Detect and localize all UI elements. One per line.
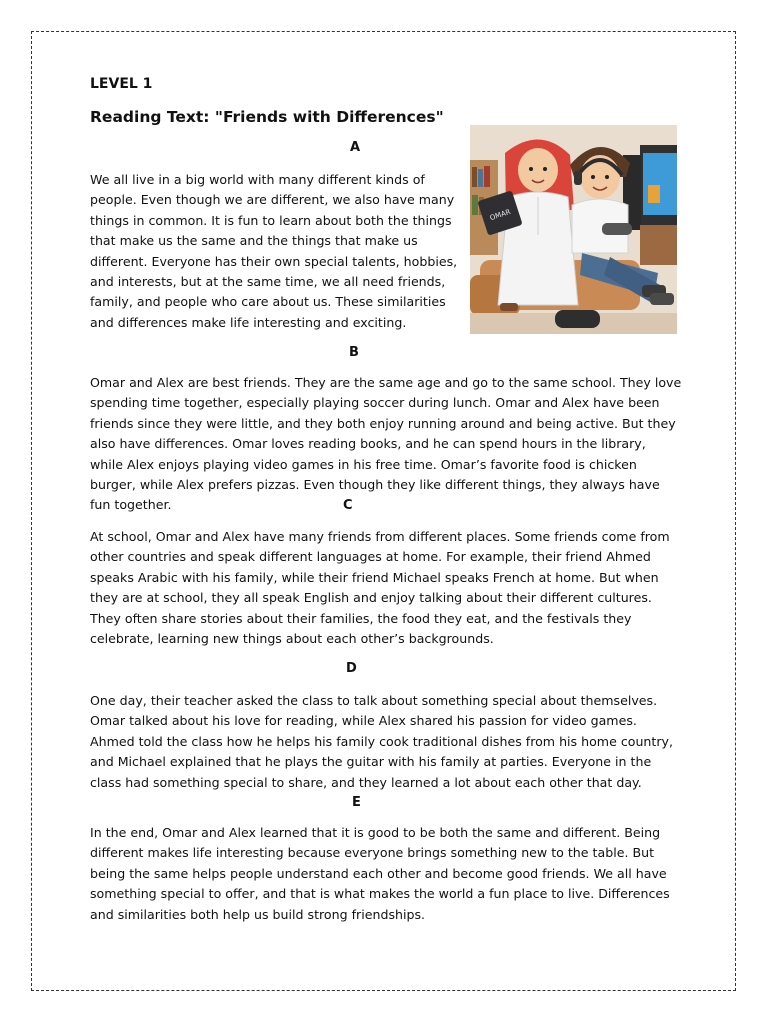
section-label-c: C	[343, 498, 353, 513]
section-label-a: A	[350, 140, 361, 155]
reading-title: Reading Text: "Friends with Differences"	[90, 108, 444, 126]
book-label: OMAR	[488, 207, 512, 223]
section-text-c: At school, Omar and Alex have many friends from different places. Some friends come from other countries and speak different languages at home. For example, their friend Ahmed speaks Arabic with his family, while their friend Michael speaks French at home. But when they are at school, they all speak English and enjoy talking about their different cultures. They often share stories about their families, the food they eat, and the festivals they celebrate, learning new things about each other’s backgrounds.	[90, 529, 670, 647]
section-text-d: One day, their teacher asked the class to talk about something special about themselves. Omar talked about his love for reading, while Alex shared his passion for video games. Ahmed told the class how he helps his family cook traditional dishes from his home country, and Michael explained that he plays the guitar with his family at parties. Everyone in the class had something special to share, and they learned a lot about each other that day.	[90, 693, 673, 790]
section-label-e: E	[352, 795, 361, 810]
section-text-e: In the end, Omar and Alex learned that it is good to be both the same and different. Being different makes life interesting because everyone brings something new to the table. But being the same helps people understand each other and become good friends. We all have something special to offer, and that is what makes the world a fun place to live. Differences and similarities both help us build strong friendships.	[90, 825, 670, 922]
section-text-b: Omar and Alex are best friends. They are the same age and go to the same school. They love spending time together, especially playing soccer during lunch. Omar and Alex have been friends since they were little, and they both enjoy running around and being active. But they also have differences. Omar loves reading books, and he can spend hours in the library, while Alex enjoys playing video games in his free time. Omar’s favorite food is chicken burger, while Alex prefers pizzas. Even though they like different things, they always have fun together.	[90, 375, 682, 513]
section-label-b: B	[349, 345, 359, 360]
section-label-d: D	[346, 661, 357, 676]
friends-illustration	[470, 125, 677, 334]
level-heading: LEVEL 1	[90, 76, 153, 92]
section-text-a: We all live in a big world with many different kinds of people. Even though we are different, we also have many things in common. It is fun to learn about both the things that make us the same and the things that make us different. Everyone has their own special talents, hobbies, and interests, but at the same time, we all need friends, family, and people who care about us. These similarities and differences make life interesting and exciting.	[90, 172, 458, 330]
